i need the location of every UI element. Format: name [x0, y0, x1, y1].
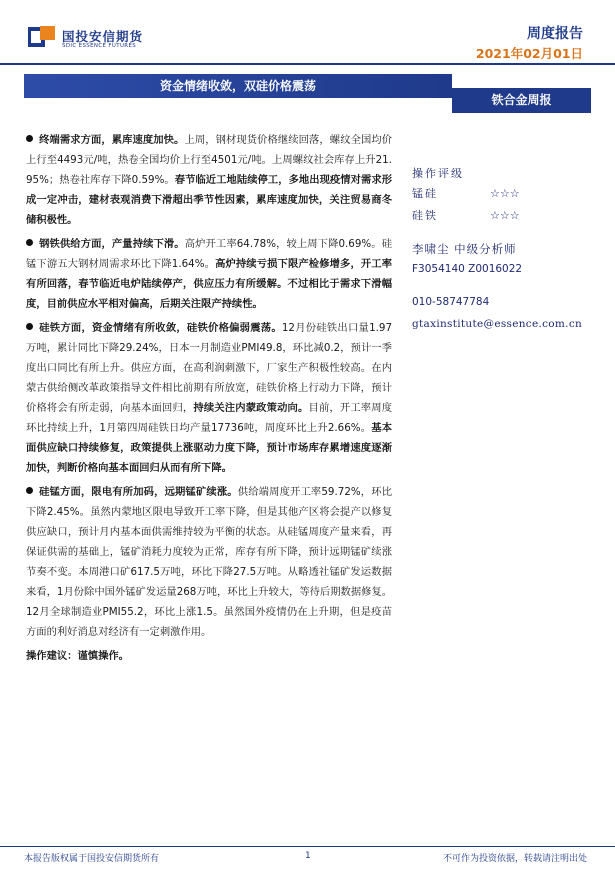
silicomanganese-heading: 硅锰方面，限电有所加码，远期锰矿续涨。 — [39, 486, 238, 498]
rating-title: 操作评级 — [412, 167, 464, 180]
footer-copyright: 本报告版权属于国投安信期货所有 — [24, 854, 160, 864]
demand-conclusion: 春节临近工地陆续停工，多地出现疫情对需求形成一定冲击，建材表观消费下滑超出季节性因素，累库速度加快，关注贸易商冬储积极性。 — [26, 174, 392, 226]
rating-row-ferrosilicon — [412, 207, 520, 223]
rating-row-silicomanganese — [412, 185, 520, 201]
contact-phone: 010-58747784 — [412, 296, 490, 308]
logo-text-cn: 国投安信期货 — [62, 29, 144, 44]
logo-mark-icon — [28, 26, 56, 48]
contact-email[interactable]: gtaxinstitute@essence.com.cn — [412, 318, 583, 330]
silicomanganese-text: 供给端周度开工率59.72%，环比下降2.45%。虽然内蒙地区限电导致开工率下降，但是其他产区将会提产以修复供应缺口，预计月内基本面供需维持较为平衡的状态。从硅锰周度产量来看，再保证供需的基础上，锰矿消耗力度较为正常，库存有所下降，预计远期锰矿续涨节奏不变。本周港口矿617.5万吨，环比下降27.5万吨。从略透社锰矿发运数据来看，1月份除中国外锰矿发运量268万吨，环比上升较大，等待后期数据修复。12月全球制造业PMI55.2，环比上涨1.5。虽然国外疫情仍在上升期，但是疫苗方面的利好消息对经济有一定刺激作用。 — [26, 486, 393, 638]
analyst-cert: F3054140 Z0016022 — [412, 263, 523, 275]
report-title: 资金情绪收敛，双硅价格震荡 — [24, 74, 452, 98]
header-divider — [0, 63, 615, 65]
logo-text-en: SDIC ESSENCE FUTURES — [62, 43, 137, 49]
supply-heading: 钢铁供给方面，产量持续下滑。 — [39, 238, 185, 250]
demand-heading: 终端需求方面，累库速度加快。 — [39, 134, 185, 146]
bullet-icon — [26, 239, 33, 246]
footer-disclaimer: 不可作为投资依据，转载请注明出处 — [442, 854, 587, 864]
ferrosilicon-conclusion: 基本面供应缺口持续修复，政策提供上涨驱动力度下降，预计市场库存累增速度逐渐加快，判断价格向基本面回归从而有所下降。 — [26, 422, 392, 474]
footer-divider — [0, 846, 615, 847]
page-number: 1 — [305, 851, 311, 861]
demand-text: 上周，钢材现货价格继续回落，螺纹全国均价上行至4493元/吨，热卷全国均价上行至4501元/吨。上周螺纹社会库存上升21.95%；热卷社库存下降0.59%。 — [26, 134, 393, 186]
ferrosilicon-policy: 持续关注内蒙政策动向。 — [193, 402, 309, 414]
bullet-icon — [26, 323, 33, 330]
operation-advice: 操作建议：谨慎操作。 — [26, 650, 129, 662]
paragraph-ferrosilicon — [26, 318, 392, 478]
report-date: 2021年02月01日 — [475, 46, 583, 61]
rating-name: 硅铁 — [412, 209, 438, 222]
paragraph-silicomanganese — [26, 482, 392, 642]
report-body — [26, 130, 392, 670]
supply-conclusion: 高炉持续亏损下限产检修增多，开工率有所回落，春节临近电炉陆续停产，供应压力有所缓解。不过相比于需求下滑幅度，目前供应水平相对偏高，后期关注限产持续性。 — [26, 258, 392, 310]
report-type: 周度报告 — [527, 26, 583, 42]
paragraph-supply — [26, 234, 392, 314]
ferrosilicon-heading: 硅铁方面，资金情绪有所收敛，硅铁价格偏弱震荡。 — [39, 322, 282, 334]
bullet-icon — [26, 135, 33, 142]
supply-text: 高炉开工率64.78%，较上周下降0.69%。硅锰下游五大钢材周需求环比下降1.64%。 — [26, 238, 392, 270]
bullet-icon — [26, 487, 33, 494]
paragraph-demand — [26, 130, 392, 230]
analyst-name: 李啸尘 中级分析师 — [412, 242, 517, 256]
ferrosilicon-text-2: 目前，开工率周度环比持续上升，1月第四周硅铁日均产量17736吨，周度环比上升2.66%。 — [26, 402, 393, 434]
rating-stars-icon: ☆☆☆ — [490, 187, 520, 200]
rating-stars-icon: ☆☆☆ — [490, 209, 520, 222]
rating-name: 锰硅 — [412, 187, 438, 200]
column-badge: 铁合金周报 — [452, 88, 591, 113]
ferrosilicon-text: 12月份硅铁出口量1.97万吨，累计同比下降29.24%，日本一月制造业PMI49.8，环比减0.2，预计一季度出口同比有所上升。供应方面，在高利润刺激下，厂家生产积极性较高。在内蒙古供给侧改革政策指导文件相比前期有所放宽，硅铁价格上行动力下降，预计价格将会有所走弱，向基本面回归， — [26, 322, 392, 414]
